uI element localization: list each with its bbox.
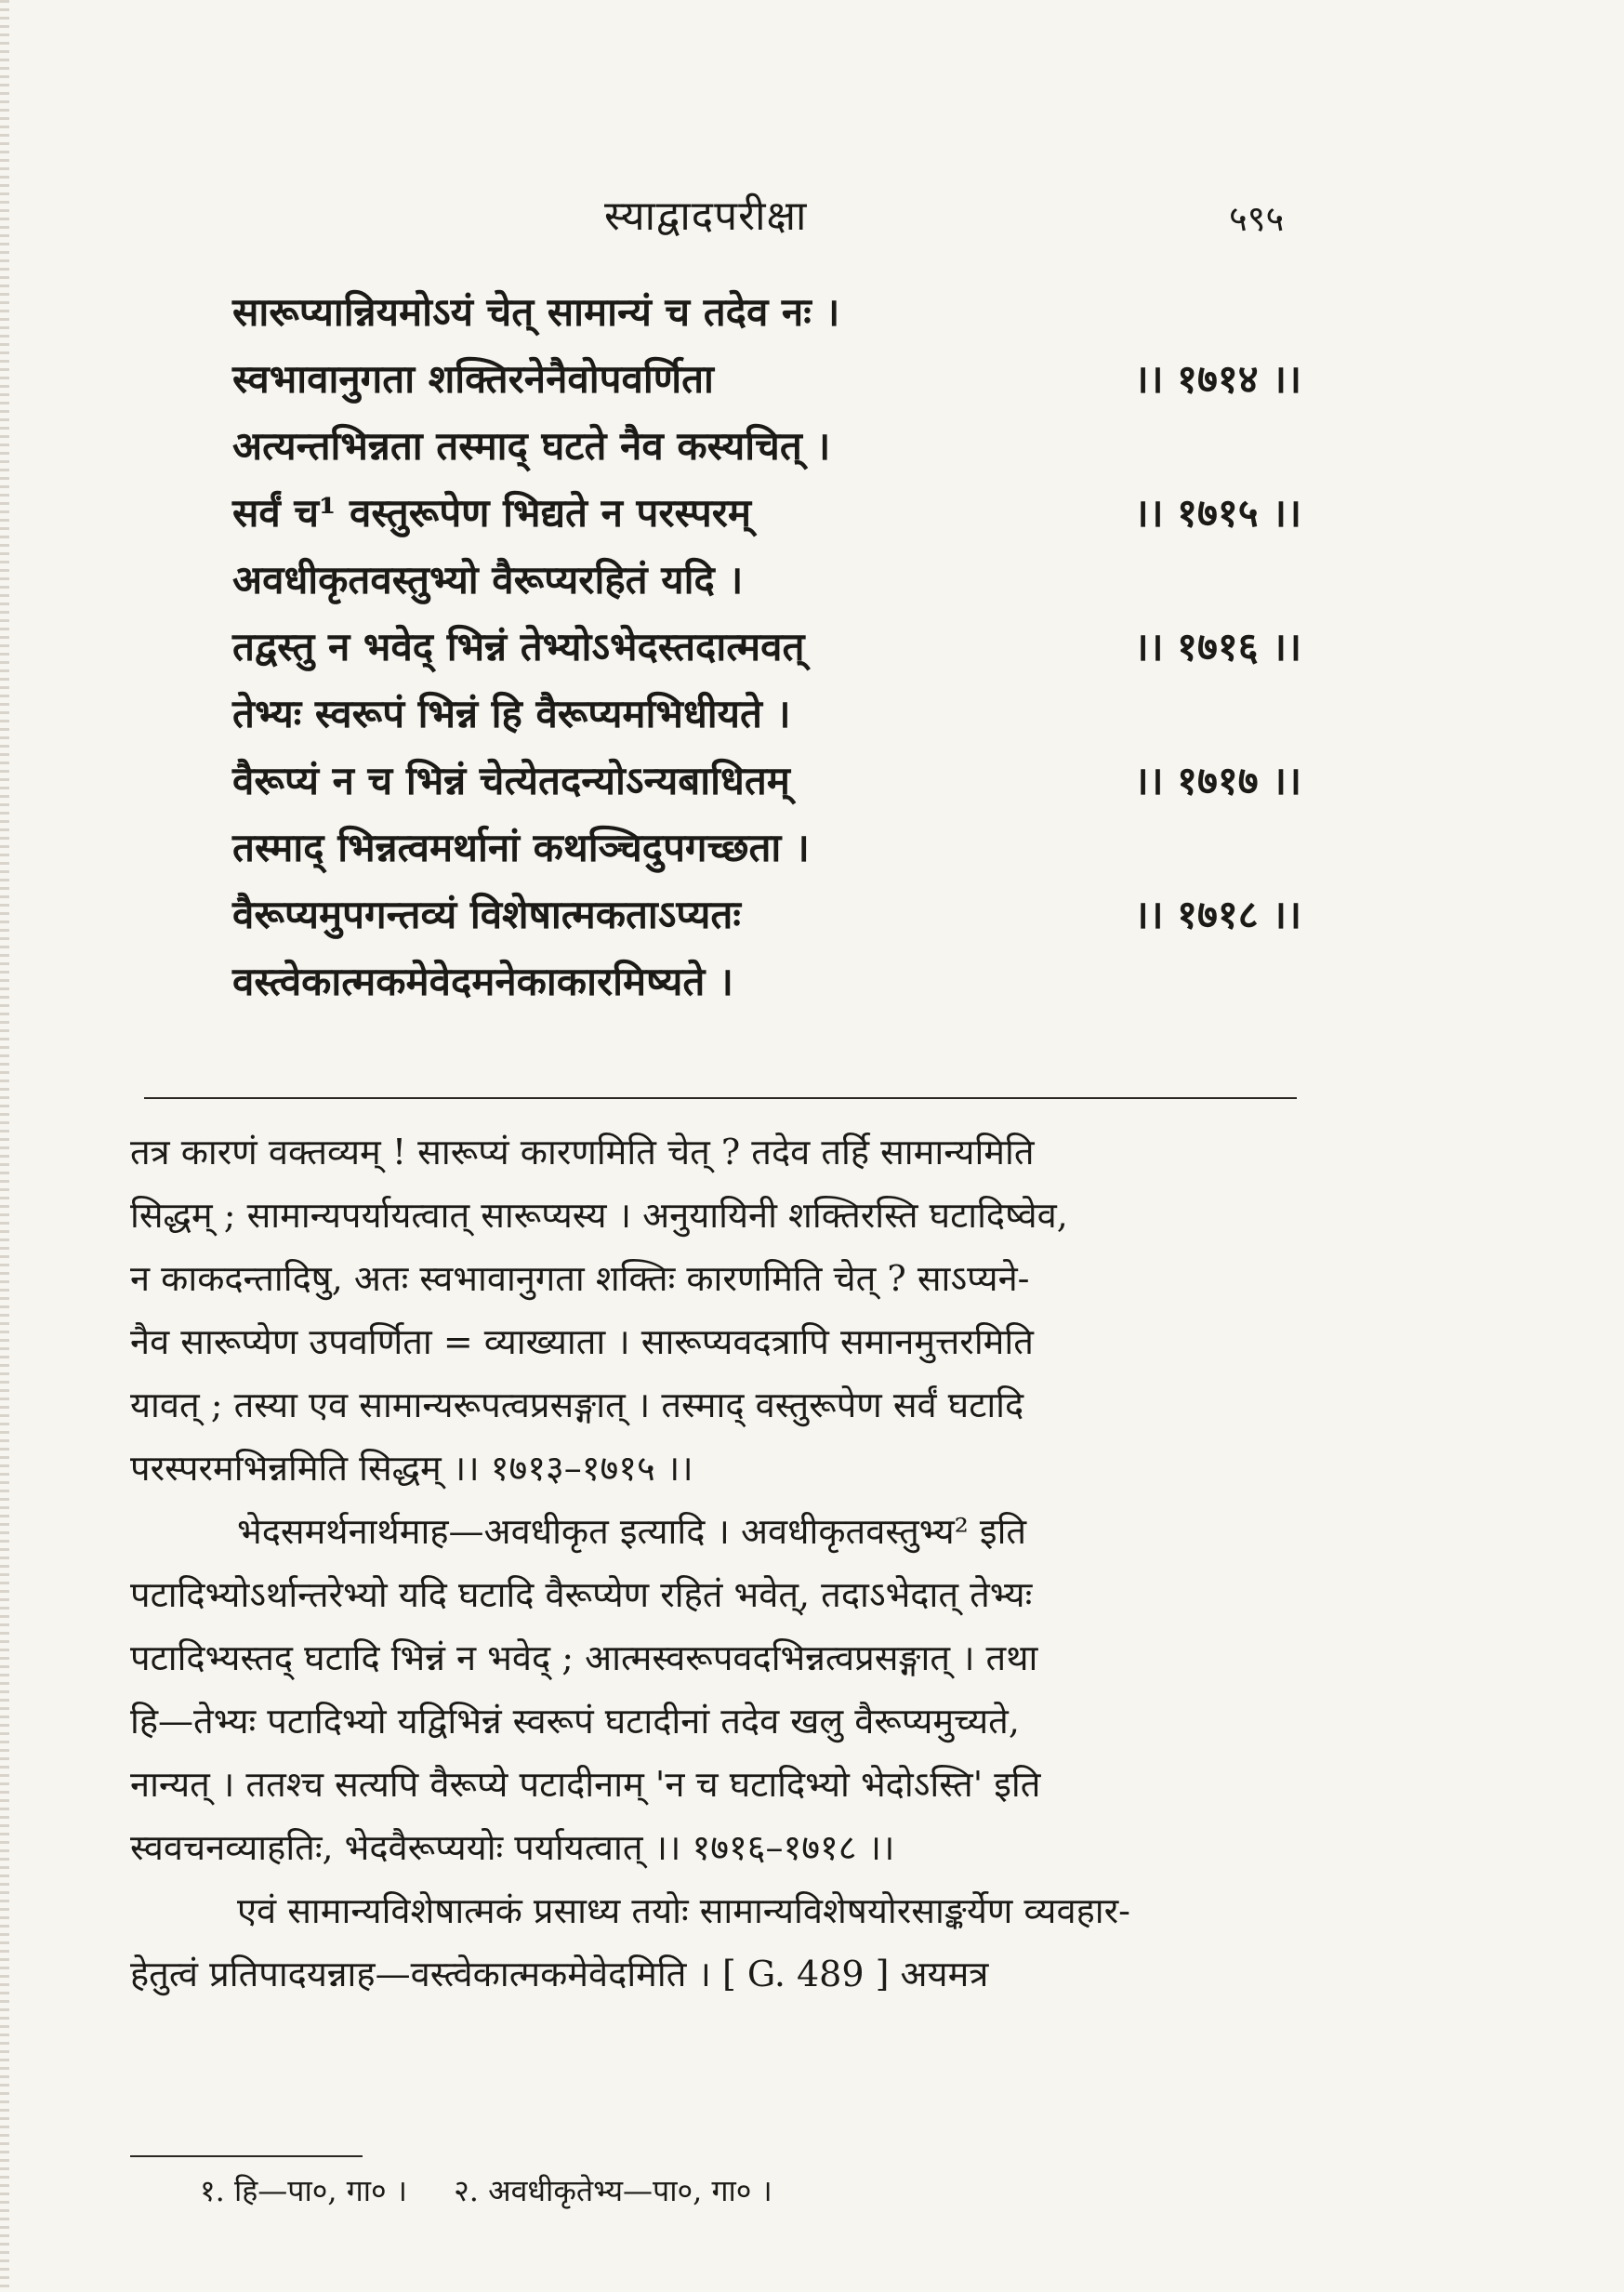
verse-text: अवधीकृतवस्तुभ्यो वैरूप्यरहितं यदि । — [232, 557, 744, 603]
verse-number: ।। १७१५ ।। — [1133, 490, 1301, 536]
verse-line — [232, 346, 1301, 413]
verse-block — [232, 279, 1301, 1015]
verse-line — [232, 279, 1301, 346]
verse-text: तस्माद् भिन्नत्वमर्थानां कथञ्चिदुपगच्छता । — [232, 825, 810, 870]
commentary-line: हि—तेभ्यः पटादिभ्यो यद्विभिन्नं स्वरूपं घटादीनां तदेव खलु वैरूप्यमुच्यते, — [130, 1701, 1020, 1742]
verse-text: अत्यन्तभिन्नता तस्माद् घटते नैव कस्यचित् । — [232, 423, 831, 469]
commentary-paragraph — [130, 1120, 1301, 1500]
commentary-line: स्ववचनव्याहतिः, भेदवैरूप्ययोः पर्यायत्वात् ।। १७१६–१७१८ ।। — [130, 1827, 895, 1868]
commentary-line: एवं सामान्यविशेषात्मकं प्रसाध्य तयोः सामान्यविशेषयोरसाङ्कर्येण व्यवहार- — [237, 1890, 1130, 1931]
commentary-line: परस्परमभिन्नमिति सिद्धम् ।। १७१३–१७१५ ।। — [130, 1448, 693, 1489]
scan-edge — [0, 0, 9, 2292]
commentary-line: भेदसमर्थनार्थमाह—अवधीकृत इत्यादि । अवधीकृतवस्तुभ्य² इति — [237, 1511, 1027, 1552]
page-number: ५९५ — [1229, 198, 1285, 239]
commentary-line: नान्यत् । ततश्च सत्यपि वैरूप्ये पटादीनाम् 'न च घटादिभ्यो भेदोऽस्ति' इति — [130, 1764, 1041, 1805]
verse-text: वैरूप्यमुपगन्तव्यं विशेषात्मकताऽप्यतः — [232, 892, 741, 937]
verse-text: सर्वं च¹ वस्तुरूपेण भिद्यते न परस्परम् — [232, 490, 752, 536]
footnote: १. हि—पा०, गा० । — [200, 2173, 407, 2208]
footnote-divider — [130, 2155, 363, 2157]
commentary-paragraph — [130, 1879, 1301, 2006]
verse-text: वस्त्वेकात्मकमेवेदमनेकाकारमिष्यते । — [232, 959, 733, 1004]
commentary-line: तत्र कारणं वक्तव्यम् ! सारूप्यं कारणमिति चेत् ? तदेव तर्हि सामान्यमिति — [130, 1132, 1035, 1172]
verse-number: ।। १७१६ ।। — [1133, 624, 1301, 669]
verse-number: ।। १७१८ ।। — [1133, 892, 1301, 937]
section-divider — [144, 1097, 1297, 1099]
commentary-line: पटादिभ्योऽर्थान्तरेभ्यो यदि घटादि वैरूप्येण रहितं भवेत्, तदाऽभेदात् तेभ्यः — [130, 1574, 1033, 1615]
verse-line — [232, 881, 1301, 948]
commentary-line: यावत् ; तस्या एव सामान्यरूपत्वप्रसङ्गात् । तस्माद् वस्तुरूपेण सर्वं घटादि — [130, 1384, 1024, 1425]
footnotes — [200, 2165, 810, 2217]
commentary-line: पटादिभ्यस्तद् घटादि भिन्नं न भवेद् ; आत्मस्वरूपवदभिन्नत्वप्रसङ्गात् । तथा — [130, 1637, 1038, 1678]
verse-text: सारूप्यान्नियमोऽयं चेत् सामान्यं च तदेव नः । — [232, 289, 840, 335]
verse-line — [232, 413, 1301, 480]
verse-line — [232, 948, 1301, 1015]
commentary-line: हेतुत्वं प्रतिपादयन्नाह—वस्त्वेकात्मकमेवेदमिति । [ G. 489 ] अयमत्र — [130, 1954, 989, 1994]
commentary-paragraph — [130, 1500, 1301, 1879]
verse-number: ।। १७१७ ।। — [1133, 758, 1301, 803]
verse-text: स्वभावानुगता शक्तिरनेनैवोपवर्णिता — [232, 356, 714, 402]
verse-line — [232, 815, 1301, 881]
commentary-line: न काकदन्तादिषु, अतः स्वभावानुगता शक्तिः कारणमिति चेत् ? साऽप्यने- — [130, 1258, 1030, 1299]
verse-text: तेभ्यः स्वरूपं भिन्नं हि वैरूप्यमभिधीयते । — [232, 691, 791, 736]
running-header: स्याद्वादपरीक्षा — [604, 192, 808, 240]
verse-line — [232, 480, 1301, 547]
verse-text: तद्वस्तु न भवेद् भिन्नं तेभ्योऽभेदस्तदात्मवत् — [232, 624, 805, 669]
verse-line — [232, 614, 1301, 681]
footnote: २. अवधीकृतेभ्य—पा०, गा० । — [454, 2173, 772, 2208]
verse-line — [232, 681, 1301, 748]
verse-line — [232, 748, 1301, 815]
commentary — [130, 1120, 1301, 2006]
commentary-line: सिद्धम् ; सामान्यपर्यायत्वात् सारूप्यस्य । अनुयायिनी शक्तिरस्ति घटादिष्वेव, — [130, 1195, 1068, 1236]
verse-text: वैरूप्यं न च भिन्नं चेत्येतदन्योऽन्यबाधितम् — [232, 758, 790, 803]
commentary-line: नैव सारूप्येण उपवर्णिता = व्याख्याता । सारूप्यवदत्रापि समानमुत्तरमिति — [130, 1321, 1034, 1362]
verse-line — [232, 547, 1301, 614]
verse-number: ।। १७१४ ।। — [1133, 356, 1301, 402]
